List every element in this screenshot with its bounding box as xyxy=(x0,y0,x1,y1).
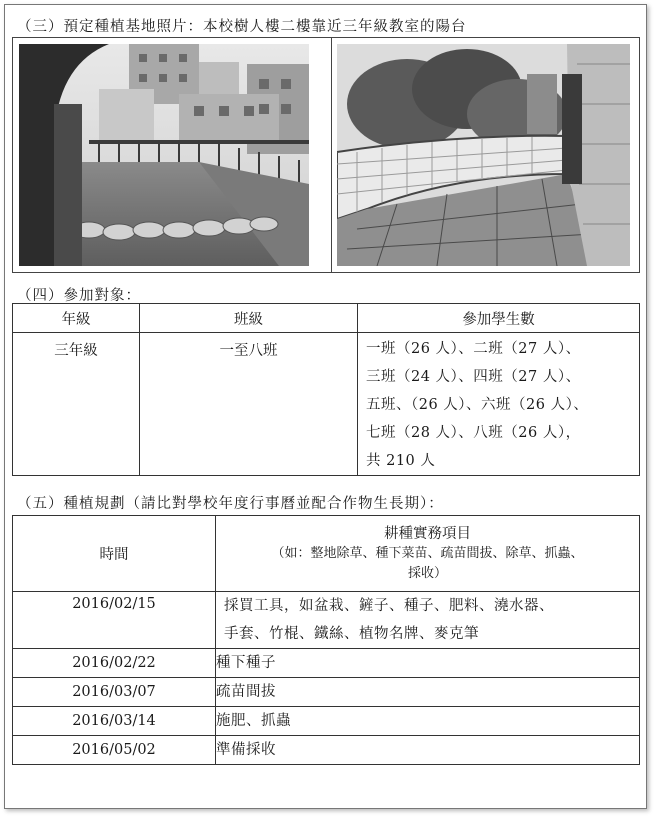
schedule-row xyxy=(13,592,640,649)
schedule-row xyxy=(13,736,640,765)
schedule-task: 施肥、抓蟲 xyxy=(216,707,640,736)
photo-cell-left xyxy=(13,38,332,273)
student-count-line-4: 七班（28 人）、八班（26 人）， xyxy=(366,425,581,441)
balcony-photo-right xyxy=(337,44,630,266)
participants-table xyxy=(12,303,640,476)
task-header: 耕種實務項目 xyxy=(384,525,471,542)
task-header-cell xyxy=(216,516,640,592)
schedule-row xyxy=(13,707,640,736)
schedule-date: 2016/02/15 xyxy=(13,592,216,649)
schedule-task-line-1: 採買工具，如盆栽、鏟子、種子、肥料、澆水器、 xyxy=(224,598,554,614)
student-count-line-2: 三班（24 人）、四班（27 人）、 xyxy=(366,369,581,385)
student-count-line-5: 共 210 人 xyxy=(366,453,436,469)
schedule-date: 2016/02/22 xyxy=(13,649,216,678)
schedule-task: 疏苗間拔 xyxy=(216,678,640,707)
section-3-title: （三）預定種植基地照片：本校樹人樓二樓靠近三年級教室的陽台 xyxy=(17,19,467,35)
participants-row xyxy=(13,333,640,476)
header-grade: 年級 xyxy=(13,304,140,333)
student-count-cell xyxy=(358,333,640,476)
photo-cell-right xyxy=(331,38,639,273)
schedule-task: 種下種子 xyxy=(216,649,640,678)
schedule-date: 2016/03/07 xyxy=(13,678,216,707)
schedule-row xyxy=(13,649,640,678)
photo-table xyxy=(12,37,640,273)
task-header-note-2: 採收） xyxy=(407,565,447,581)
header-classes: 班級 xyxy=(140,304,358,333)
schedule-header-row xyxy=(13,516,640,592)
student-count-line-1: 一班（26 人）、二班（27 人）、 xyxy=(366,341,581,357)
schedule-row xyxy=(13,678,640,707)
schedule-date: 2016/05/02 xyxy=(13,736,216,765)
classes-cell: 一至八班 xyxy=(140,333,358,476)
task-header-note-1: （如：整地除草、種下菜苗、疏苗間拔、除草、抓蟲、 xyxy=(271,545,584,561)
schedule-task-line-2: 手套、竹棍、鐵絲、植物名牌、麥克筆 xyxy=(224,626,479,642)
planting-schedule-table xyxy=(12,515,640,765)
participants-header-row xyxy=(13,304,640,333)
schedule-date: 2016/03/14 xyxy=(13,707,216,736)
section-5-title: （五）種植規劃（請比對學校年度行事曆並配合作物生長期）： xyxy=(17,496,444,512)
section-4-title: （四）參加對象： xyxy=(17,288,141,304)
balcony-photo-left xyxy=(19,44,309,266)
student-count-line-3: 五班、（26 人）、六班（26 人）、 xyxy=(366,397,589,413)
document-page xyxy=(4,4,647,809)
grade-cell: 三年級 xyxy=(13,333,140,476)
balcony-photo-left-image xyxy=(19,44,309,266)
time-header: 時間 xyxy=(13,516,216,592)
schedule-task-cell xyxy=(216,592,640,649)
schedule-task: 準備採收 xyxy=(216,736,640,765)
balcony-photo-right-image xyxy=(337,44,630,266)
header-student-count: 參加學生數 xyxy=(358,304,640,333)
